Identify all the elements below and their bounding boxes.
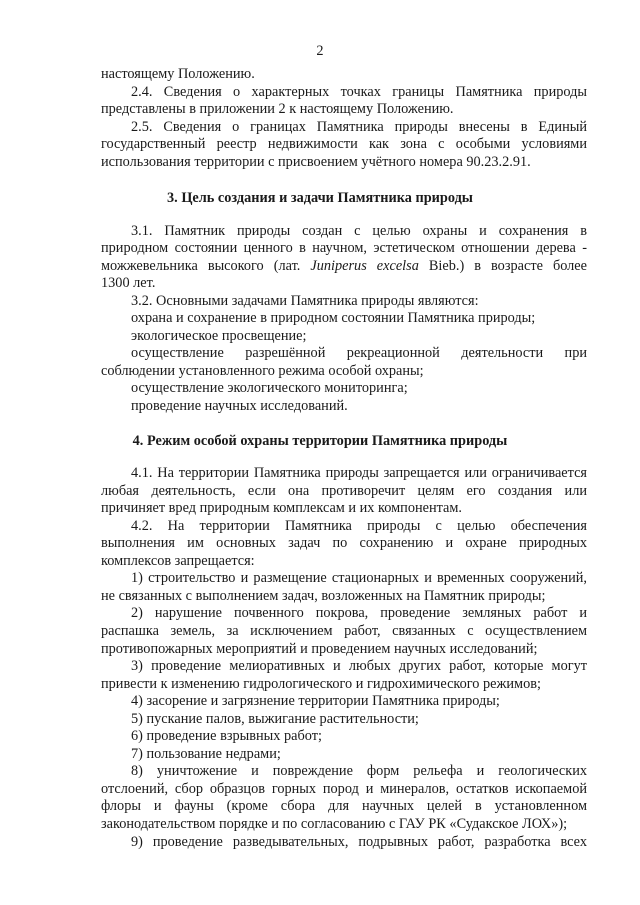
text-line: природном состоянии ценного в научном, эстетическом отношении дерева -: [101, 240, 587, 256]
text-line: распашка земель, за исключением работ, связанных с осуществлением: [101, 623, 587, 639]
latin-name: Juniperus excelsa: [310, 258, 419, 274]
text-line: отслоений, сбор образцов горных пород и минералов, остатков ископаемой: [101, 781, 587, 797]
text-line: 3.2. Основными задачами Памятника природы являются:: [131, 293, 479, 309]
text-line: любая деятельность, если она противоречит целям его создания или: [101, 483, 587, 499]
text-line: 9) проведение разведывательных, подрывных работ, разработка всех: [131, 834, 587, 850]
text-line: экологическое просвещение;: [131, 328, 307, 344]
section-heading: 4. Режим особой охраны территории Памятника природы: [132, 433, 508, 449]
text-line: выполнения им основных задач по сохранению и охране природных: [101, 535, 587, 551]
text-line: [101, 258, 587, 275]
text-line: осуществление разрешённой рекреационной деятельности при: [131, 345, 587, 361]
text-line: 8) уничтожение и повреждение форм рельефа и геологических: [131, 763, 587, 779]
text-line: государственный реестр недвижимости как зона с особыми условиями: [101, 136, 587, 152]
section-heading: 3. Цель создания и задачи Памятника природы: [167, 190, 473, 206]
text-line: осуществление экологического мониторинга;: [131, 380, 408, 396]
text-line: противопожарных мероприятий и проведением научных исследований;: [101, 641, 538, 657]
text-line: 3.1. Памятник природы создан с целью охраны и сохранения в: [131, 223, 587, 239]
text-line: представлены в приложении 2 к настоящему Положению.: [101, 101, 454, 117]
text-line: 3) проведение мелиоративных и любых других работ, которые могут: [131, 658, 587, 674]
text-line: причиняет вред природным комплексам и их компонентам.: [101, 500, 463, 516]
page-number: 2: [316, 43, 324, 59]
text-fragment: Bieb.) в возрасте более: [418, 258, 587, 274]
text-line: 4) засорение и загрязнение территории Памятника природы;: [131, 693, 500, 709]
text-line: привести к изменению гидрологического и гидрохимического режимов;: [101, 676, 541, 692]
text-line: проведение научных исследований.: [131, 398, 348, 414]
text-line: 4.2. На территории Памятника природы с целью обеспечения: [131, 518, 587, 534]
text-line: флоры и фауны (кроме сбора для научных целей в установленном: [101, 798, 587, 814]
text-line: 6) проведение взрывных работ;: [131, 728, 322, 744]
text-line: законодательством порядке и по согласованию с ГАУ РК «Судакское ЛОХ»);: [101, 816, 568, 832]
text-line: 2) нарушение почвенного покрова, проведение земляных работ и: [131, 605, 587, 621]
text-line: 1300 лет.: [101, 275, 156, 291]
text-line: соблюдении установленного режима особой охраны;: [101, 363, 424, 379]
text-line: 5) пускание палов, выжигание растительности;: [131, 711, 419, 727]
text-line: 2.5. Сведения о границах Памятника природы внесены в Единый: [131, 119, 587, 135]
text-line: не связанных с выполнением задач, возложенных на Памятник природы;: [101, 588, 546, 604]
text-line: 4.1. На территории Памятника природы запрещается или ограничивается: [131, 465, 587, 481]
text-fragment: можжевельника высокого (лат.: [101, 258, 311, 274]
text-line: охрана и сохранение в природном состоянии Памятника природы;: [131, 310, 536, 326]
text-line: 1) строительство и размещение стационарных и временных сооружений,: [131, 570, 587, 586]
text-line: комплексов запрещается:: [101, 553, 255, 569]
text-line: 2.4. Сведения о характерных точках границы Памятника природы: [131, 84, 587, 100]
text-line: 7) пользование недрами;: [131, 746, 281, 762]
text-line: использования территории с присвоением учётного номера 90.23.2.91.: [101, 154, 531, 170]
text-line: настоящему Положению.: [101, 66, 255, 82]
